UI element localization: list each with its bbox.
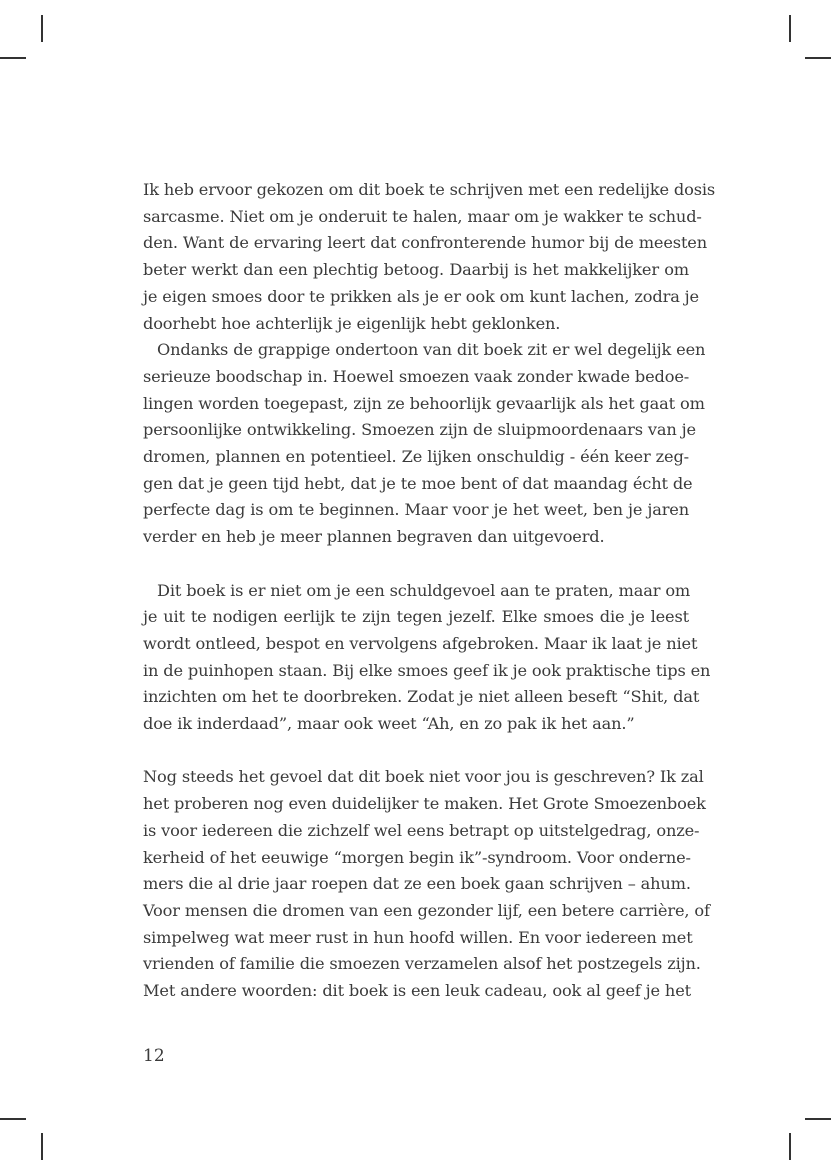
- crop-mark-bottom-right-horizontal: [805, 1118, 831, 1120]
- crop-mark-bottom-left-horizontal: [0, 1118, 26, 1120]
- text-line: mers die al drie jaar roepen dat ze een boek gaan schrijven – ahum.: [143, 874, 691, 894]
- text-line: den. Want de ervaring leert dat confronterende humor bij de meesten: [143, 233, 708, 253]
- text-line: je uit te nodigen eerlijk te zijn tegen jezelf. Elke smoes die je leest: [143, 607, 689, 627]
- text-line: je eigen smoes door te prikken als je er ook om kunt lachen, zodra je: [143, 286, 699, 306]
- body-text: [143, 177, 716, 1005]
- crop-mark-top-right-vertical: [789, 15, 791, 42]
- text-line: inzichten om het te doorbreken. Zodat je niet alleen beseft “Shit, dat: [143, 687, 700, 707]
- paragraph-3: [143, 578, 711, 738]
- text-line: persoonlijke ontwikkeling. Smoezen zijn de sluipmoordenaars van je: [143, 420, 696, 440]
- text-line: Nog steeds het gevoel dat dit boek niet voor jou is geschreven? Ik zal: [143, 767, 704, 787]
- text-line: in de puinhopen staan. Bij elke smoes geef ik je ook praktische tips en: [143, 660, 711, 680]
- text-line: Ik heb ervoor gekozen om dit boek te schrijven met een redelijke dosis: [143, 180, 716, 199]
- paragraph-gap: [143, 551, 689, 578]
- page-number: 12: [143, 1046, 165, 1066]
- text-line: sarcasme. Niet om je onderuit te halen, maar om je wakker te schud-: [143, 206, 702, 226]
- text-line: simpelweg wat meer rust in hun hoofd willen. En voor iedereen met: [143, 927, 693, 947]
- text-line: Ondanks de grappige ondertoon van dit boek zit er wel degelijk een: [157, 340, 706, 360]
- text-line: lingen worden toegepast, zijn ze behoorlijk gevaarlijk als het gaat om: [143, 393, 705, 413]
- text-line: doe ik inderdaad”, maar ook weet “Ah, en zo pak ik het aan.”: [143, 714, 635, 734]
- crop-mark-top-right-horizontal: [805, 57, 831, 59]
- text-line: wordt ontleed, bespot en vervolgens afgebroken. Maar ik laat je niet: [143, 633, 698, 653]
- text-line: kerheid of het eeuwige “morgen begin ik”-syndroom. Voor onderne-: [143, 847, 691, 867]
- text-line: Dit boek is er niet om je een schuldgevoel aan te praten, maar om: [157, 580, 691, 600]
- text-line: serieuze boodschap in. Hoewel smoezen vaak zonder kwade bedoe-: [143, 366, 690, 386]
- paragraph-2: [143, 337, 706, 551]
- crop-mark-bottom-left-vertical: [41, 1133, 43, 1160]
- text-line: verder en heb je meer plannen begraven dan uitgevoerd.: [143, 527, 605, 547]
- paragraph-1: [143, 177, 716, 337]
- text-line: is voor iedereen die zichzelf wel eens betrapt op uitstelgedrag, onze-: [143, 820, 700, 840]
- text-line: vrienden of familie die smoezen verzamelen alsof het postzegels zijn.: [143, 954, 701, 974]
- text-line: beter werkt dan een plechtig betoog. Daarbij is het makkelijker om: [143, 260, 689, 280]
- crop-mark-bottom-right-vertical: [789, 1133, 791, 1160]
- text-line: Voor mensen die dromen van een gezonder lijf, een betere carrière, of: [143, 900, 710, 920]
- crop-mark-top-left-horizontal: [0, 57, 26, 59]
- text-line: dromen, plannen en potentieel. Ze lijken onschuldig - één keer zeg-: [143, 447, 689, 467]
- text-line: Met andere woorden: dit boek is een leuk cadeau, ook al geef je het: [143, 981, 691, 1001]
- text-line: perfecte dag is om te beginnen. Maar voor je het weet, ben je jaren: [143, 500, 689, 520]
- text-line: het proberen nog even duidelijker te maken. Het Grote Smoezenboek: [143, 794, 706, 814]
- text-line: doorhebt hoe achterlijk je eigenlijk hebt geklonken.: [143, 313, 561, 333]
- paragraph-4: [143, 764, 710, 1004]
- text-line: gen dat je geen tijd hebt, dat je te moe bent of dat maandag écht de: [143, 473, 693, 493]
- paragraph-gap: [143, 738, 689, 765]
- crop-mark-top-left-vertical: [41, 15, 43, 42]
